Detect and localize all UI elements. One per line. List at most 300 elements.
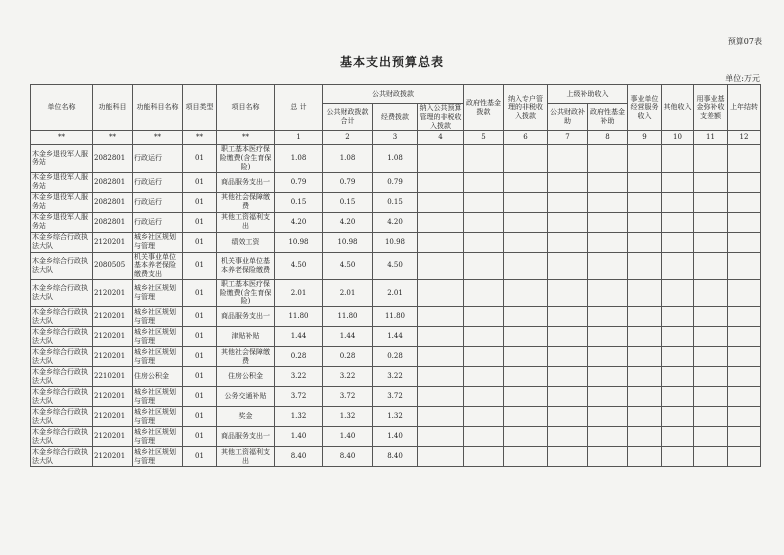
cell-fname: 行政运行 bbox=[133, 212, 183, 232]
index-cell: 11 bbox=[694, 131, 728, 145]
cell-empty bbox=[628, 327, 662, 347]
cell-empty bbox=[628, 347, 662, 367]
cell-fname: 城乡社区规划与管理 bbox=[133, 347, 183, 367]
cell-empty bbox=[548, 279, 588, 306]
cell-item: 绩效工资 bbox=[217, 232, 275, 252]
col-item-name: 项目名称 bbox=[217, 85, 275, 131]
cell-unit: 木金乡退役军人服务站 bbox=[31, 212, 93, 232]
cell-empty bbox=[628, 387, 662, 407]
cell-empty bbox=[728, 307, 761, 327]
cell-type: 01 bbox=[183, 387, 217, 407]
cell-empty bbox=[464, 327, 504, 347]
cell-empty bbox=[662, 172, 694, 192]
cell-type: 01 bbox=[183, 327, 217, 347]
cell-empty bbox=[628, 279, 662, 306]
cell-item: 奖金 bbox=[217, 407, 275, 427]
col-func-name: 功能科目名称 bbox=[133, 85, 183, 131]
cell-empty bbox=[504, 347, 548, 367]
cell-empty bbox=[418, 172, 464, 192]
cell-pf-total: 4.50 bbox=[323, 252, 373, 279]
col-upper-subsidy: 上级补助收入 bbox=[548, 85, 628, 104]
index-cell: 7 bbox=[548, 131, 588, 145]
cell-empty bbox=[728, 327, 761, 347]
col-total: 总 计 bbox=[275, 85, 323, 131]
cell-item: 商品服务支出一 bbox=[217, 172, 275, 192]
cell-empty bbox=[504, 407, 548, 427]
cell-empty bbox=[588, 192, 628, 212]
cell-empty bbox=[694, 347, 728, 367]
cell-pf-funds: 1.44 bbox=[373, 327, 418, 347]
index-cell: 3 bbox=[373, 131, 418, 145]
cell-empty bbox=[694, 172, 728, 192]
table-row bbox=[31, 145, 761, 172]
cell-empty bbox=[588, 212, 628, 232]
table-row bbox=[31, 407, 761, 427]
cell-empty bbox=[694, 145, 728, 172]
cell-pf-funds: 4.20 bbox=[373, 212, 418, 232]
cell-empty bbox=[504, 307, 548, 327]
cell-pf-total: 1.44 bbox=[323, 327, 373, 347]
cell-empty bbox=[418, 347, 464, 367]
cell-total: 1.32 bbox=[275, 407, 323, 427]
cell-type: 01 bbox=[183, 447, 217, 467]
cell-empty bbox=[694, 447, 728, 467]
cell-unit: 木金乡综合行政执法大队 bbox=[31, 367, 93, 387]
cell-empty bbox=[588, 232, 628, 252]
cell-empty bbox=[728, 367, 761, 387]
cell-empty bbox=[662, 367, 694, 387]
cell-empty bbox=[418, 192, 464, 212]
cell-empty bbox=[662, 407, 694, 427]
cell-pf-funds: 3.22 bbox=[373, 367, 418, 387]
index-cell: 4 bbox=[418, 131, 464, 145]
cell-pf-funds: 10.98 bbox=[373, 232, 418, 252]
cell-empty bbox=[662, 232, 694, 252]
cell-item: 住房公积金 bbox=[217, 367, 275, 387]
cell-empty bbox=[464, 307, 504, 327]
cell-empty bbox=[628, 145, 662, 172]
cell-total: 1.44 bbox=[275, 327, 323, 347]
cell-type: 01 bbox=[183, 367, 217, 387]
cell-empty bbox=[548, 145, 588, 172]
cell-empty bbox=[464, 407, 504, 427]
cell-fname: 城乡社区规划与管理 bbox=[133, 307, 183, 327]
cell-item: 商品服务支出一 bbox=[217, 427, 275, 447]
cell-code: 2120201 bbox=[93, 427, 133, 447]
table-row bbox=[31, 327, 761, 347]
col-pf-nontax: 纳入公共预算管理的非税收入拨款 bbox=[419, 104, 462, 130]
cell-empty bbox=[418, 367, 464, 387]
cell-fname: 住房公积金 bbox=[133, 367, 183, 387]
cell-empty bbox=[628, 407, 662, 427]
cell-pf-funds: 0.15 bbox=[373, 192, 418, 212]
cell-empty bbox=[548, 192, 588, 212]
index-cell: 1 bbox=[275, 131, 323, 145]
cell-empty bbox=[548, 347, 588, 367]
cell-pf-total: 11.80 bbox=[323, 307, 373, 327]
cell-empty bbox=[628, 307, 662, 327]
cell-type: 01 bbox=[183, 232, 217, 252]
col-unit-name: 单位名称 bbox=[31, 85, 93, 131]
col-item-type: 项目类型 bbox=[183, 85, 217, 131]
index-cell: ** bbox=[31, 131, 93, 145]
cell-empty bbox=[548, 232, 588, 252]
cell-code: 2210201 bbox=[93, 367, 133, 387]
cell-empty bbox=[548, 427, 588, 447]
cell-empty bbox=[728, 279, 761, 306]
cell-empty bbox=[628, 172, 662, 192]
col-special-account: 纳入专户管理的非税收入拨款 bbox=[504, 85, 548, 131]
cell-unit: 木金乡综合行政执法大队 bbox=[31, 279, 93, 306]
cell-empty bbox=[694, 407, 728, 427]
cell-empty bbox=[464, 232, 504, 252]
cell-empty bbox=[504, 212, 548, 232]
index-cell: 2 bbox=[323, 131, 373, 145]
cell-pf-total: 0.79 bbox=[323, 172, 373, 192]
cell-empty bbox=[588, 172, 628, 192]
cell-fname: 行政运行 bbox=[133, 192, 183, 212]
cell-pf-funds: 1.40 bbox=[373, 427, 418, 447]
index-cell: 9 bbox=[628, 131, 662, 145]
cell-type: 01 bbox=[183, 252, 217, 279]
cell-pf-total: 0.15 bbox=[323, 192, 373, 212]
cell-fname: 城乡社区规划与管理 bbox=[133, 327, 183, 347]
cell-total: 8.40 bbox=[275, 447, 323, 467]
cell-empty bbox=[628, 192, 662, 212]
cell-fname: 城乡社区规划与管理 bbox=[133, 387, 183, 407]
cell-pf-funds: 1.08 bbox=[373, 145, 418, 172]
cell-empty bbox=[628, 232, 662, 252]
cell-fname: 行政运行 bbox=[133, 172, 183, 192]
cell-empty bbox=[694, 307, 728, 327]
cell-pf-funds: 3.72 bbox=[373, 387, 418, 407]
cell-empty bbox=[694, 367, 728, 387]
cell-total: 3.72 bbox=[275, 387, 323, 407]
cell-empty bbox=[728, 192, 761, 212]
cell-empty bbox=[588, 307, 628, 327]
cell-empty bbox=[728, 447, 761, 467]
table-body bbox=[31, 145, 761, 467]
cell-empty bbox=[662, 307, 694, 327]
cell-total: 4.50 bbox=[275, 252, 323, 279]
cell-empty bbox=[548, 367, 588, 387]
cell-pf-total: 3.22 bbox=[323, 367, 373, 387]
cell-fname: 城乡社区规划与管理 bbox=[133, 232, 183, 252]
cell-code: 2120201 bbox=[93, 307, 133, 327]
col-func-code: 功能科目 bbox=[93, 85, 133, 131]
col-operating: 事业单位经营服务收入 bbox=[628, 85, 662, 131]
cell-code: 2120201 bbox=[93, 232, 133, 252]
cell-total: 0.28 bbox=[275, 347, 323, 367]
cell-pf-total: 0.28 bbox=[323, 347, 373, 367]
table-row bbox=[31, 367, 761, 387]
cell-empty bbox=[588, 327, 628, 347]
cell-empty bbox=[728, 212, 761, 232]
cell-empty bbox=[588, 367, 628, 387]
cell-empty bbox=[728, 347, 761, 367]
cell-empty bbox=[662, 387, 694, 407]
cell-unit: 木金乡退役军人服务站 bbox=[31, 192, 93, 212]
cell-empty bbox=[694, 192, 728, 212]
cell-empty bbox=[548, 212, 588, 232]
cell-fname: 行政运行 bbox=[133, 145, 183, 172]
cell-type: 01 bbox=[183, 212, 217, 232]
col-gov-fund: 政府性基金拨款 bbox=[464, 85, 504, 131]
cell-empty bbox=[728, 172, 761, 192]
cell-empty bbox=[548, 327, 588, 347]
cell-unit: 木金乡综合行政执法大队 bbox=[31, 427, 93, 447]
cell-unit: 木金乡退役军人服务站 bbox=[31, 172, 93, 192]
cell-item: 职工基本医疗保险缴费(含生育保险) bbox=[217, 279, 275, 306]
cell-code: 2080505 bbox=[93, 252, 133, 279]
cell-item: 公务交通补贴 bbox=[217, 387, 275, 407]
cell-empty bbox=[548, 447, 588, 467]
cell-empty bbox=[548, 307, 588, 327]
cell-empty bbox=[464, 387, 504, 407]
cell-empty bbox=[464, 447, 504, 467]
col-us-fund: 政府性基金补助 bbox=[588, 104, 628, 131]
cell-empty bbox=[418, 407, 464, 427]
table-row bbox=[31, 307, 761, 327]
cell-total: 11.80 bbox=[275, 307, 323, 327]
table-row bbox=[31, 387, 761, 407]
cell-total: 2.01 bbox=[275, 279, 323, 306]
cell-code: 2120201 bbox=[93, 279, 133, 306]
cell-unit: 木金乡综合行政执法大队 bbox=[31, 387, 93, 407]
cell-pf-total: 1.32 bbox=[323, 407, 373, 427]
cell-pf-total: 1.40 bbox=[323, 427, 373, 447]
cell-empty bbox=[504, 232, 548, 252]
cell-empty bbox=[662, 447, 694, 467]
cell-item: 其他社会保障缴费 bbox=[217, 192, 275, 212]
cell-pf-funds: 0.79 bbox=[373, 172, 418, 192]
cell-fname: 城乡社区规划与管理 bbox=[133, 427, 183, 447]
budget-table bbox=[30, 84, 761, 467]
cell-empty bbox=[418, 212, 464, 232]
cell-empty bbox=[588, 407, 628, 427]
cell-code: 2120201 bbox=[93, 447, 133, 467]
cell-pf-funds: 2.01 bbox=[373, 279, 418, 306]
cell-empty bbox=[464, 192, 504, 212]
index-cell: ** bbox=[93, 131, 133, 145]
cell-empty bbox=[588, 447, 628, 467]
cell-empty bbox=[504, 367, 548, 387]
cell-unit: 木金乡综合行政执法大队 bbox=[31, 307, 93, 327]
cell-empty bbox=[628, 252, 662, 279]
cell-total: 0.79 bbox=[275, 172, 323, 192]
cell-fname: 城乡社区规划与管理 bbox=[133, 407, 183, 427]
cell-item: 其他工资福利支出 bbox=[217, 447, 275, 467]
cell-empty bbox=[418, 145, 464, 172]
col-carryover: 上年结转 bbox=[728, 85, 761, 131]
cell-empty bbox=[504, 192, 548, 212]
cell-empty bbox=[628, 212, 662, 232]
cell-empty bbox=[548, 252, 588, 279]
cell-empty bbox=[504, 145, 548, 172]
cell-code: 2120201 bbox=[93, 387, 133, 407]
unit-label: 单位:万元 bbox=[725, 74, 760, 83]
col-reserve: 用事业基金弥补收支差额 bbox=[694, 85, 728, 131]
index-cell: ** bbox=[217, 131, 275, 145]
index-cell: 8 bbox=[588, 131, 628, 145]
cell-empty bbox=[464, 347, 504, 367]
cell-type: 01 bbox=[183, 407, 217, 427]
table-row bbox=[31, 192, 761, 212]
cell-empty bbox=[418, 307, 464, 327]
cell-item: 商品服务支出一 bbox=[217, 307, 275, 327]
cell-item: 职工基本医疗保险缴费(含生育保险) bbox=[217, 145, 275, 172]
index-cell: 5 bbox=[464, 131, 504, 145]
cell-total: 0.15 bbox=[275, 192, 323, 212]
index-cell: 10 bbox=[662, 131, 694, 145]
cell-empty bbox=[662, 212, 694, 232]
cell-pf-funds: 8.40 bbox=[373, 447, 418, 467]
cell-empty bbox=[628, 367, 662, 387]
cell-empty bbox=[464, 145, 504, 172]
form-number: 预算07表 bbox=[727, 37, 762, 46]
cell-type: 01 bbox=[183, 427, 217, 447]
cell-empty bbox=[548, 387, 588, 407]
cell-type: 01 bbox=[183, 279, 217, 306]
cell-empty bbox=[464, 367, 504, 387]
cell-item: 其他工资福利支出 bbox=[217, 212, 275, 232]
cell-total: 1.08 bbox=[275, 145, 323, 172]
cell-unit: 木金乡综合行政执法大队 bbox=[31, 347, 93, 367]
cell-total: 3.22 bbox=[275, 367, 323, 387]
cell-fname: 机关事业单位基本养老保险缴费支出 bbox=[133, 252, 183, 279]
index-cell: 12 bbox=[728, 131, 761, 145]
cell-unit: 木金乡综合行政执法大队 bbox=[31, 232, 93, 252]
index-cell: ** bbox=[133, 131, 183, 145]
col-other: 其他收入 bbox=[662, 85, 694, 131]
cell-empty bbox=[662, 192, 694, 212]
cell-empty bbox=[504, 252, 548, 279]
cell-unit: 木金乡综合行政执法大队 bbox=[31, 327, 93, 347]
cell-empty bbox=[464, 279, 504, 306]
cell-empty bbox=[588, 145, 628, 172]
cell-code: 2120201 bbox=[93, 407, 133, 427]
cell-unit: 木金乡综合行政执法大队 bbox=[31, 252, 93, 279]
cell-empty bbox=[628, 427, 662, 447]
cell-empty bbox=[662, 252, 694, 279]
cell-empty bbox=[548, 407, 588, 427]
cell-empty bbox=[418, 387, 464, 407]
cell-empty bbox=[694, 212, 728, 232]
index-row bbox=[31, 131, 761, 145]
index-cell: 6 bbox=[504, 131, 548, 145]
cell-empty bbox=[662, 427, 694, 447]
cell-unit: 木金乡综合行政执法大队 bbox=[31, 447, 93, 467]
cell-empty bbox=[504, 172, 548, 192]
cell-pf-total: 1.08 bbox=[323, 145, 373, 172]
cell-empty bbox=[464, 212, 504, 232]
cell-empty bbox=[728, 232, 761, 252]
cell-empty bbox=[418, 427, 464, 447]
cell-empty bbox=[588, 387, 628, 407]
table-row bbox=[31, 427, 761, 447]
cell-empty bbox=[464, 252, 504, 279]
cell-pf-total: 10.98 bbox=[323, 232, 373, 252]
cell-code: 2082801 bbox=[93, 145, 133, 172]
index-cell: ** bbox=[183, 131, 217, 145]
table-row bbox=[31, 279, 761, 306]
cell-type: 01 bbox=[183, 145, 217, 172]
cell-type: 01 bbox=[183, 307, 217, 327]
cell-code: 2082801 bbox=[93, 172, 133, 192]
cell-pf-funds: 1.32 bbox=[373, 407, 418, 427]
cell-item: 津贴补贴 bbox=[217, 327, 275, 347]
cell-empty bbox=[418, 252, 464, 279]
table-row bbox=[31, 232, 761, 252]
cell-empty bbox=[588, 279, 628, 306]
cell-empty bbox=[418, 279, 464, 306]
cell-pf-total: 8.40 bbox=[323, 447, 373, 467]
cell-total: 4.20 bbox=[275, 212, 323, 232]
cell-pf-total: 2.01 bbox=[323, 279, 373, 306]
cell-type: 01 bbox=[183, 192, 217, 212]
cell-empty bbox=[662, 145, 694, 172]
cell-fname: 城乡社区规划与管理 bbox=[133, 447, 183, 467]
cell-empty bbox=[418, 447, 464, 467]
cell-empty bbox=[504, 427, 548, 447]
cell-empty bbox=[662, 327, 694, 347]
cell-empty bbox=[694, 232, 728, 252]
cell-empty bbox=[662, 347, 694, 367]
cell-empty bbox=[504, 447, 548, 467]
table-row bbox=[31, 212, 761, 232]
cell-type: 01 bbox=[183, 347, 217, 367]
cell-empty bbox=[588, 347, 628, 367]
cell-code: 2120201 bbox=[93, 327, 133, 347]
cell-empty bbox=[728, 145, 761, 172]
cell-item: 机关事业单位基本养老保险缴费 bbox=[217, 252, 275, 279]
cell-empty bbox=[548, 172, 588, 192]
col-pf-total: 公共财政拨款合计 bbox=[323, 104, 373, 131]
cell-empty bbox=[504, 279, 548, 306]
cell-empty bbox=[694, 427, 728, 447]
cell-fname: 城乡社区规划与管理 bbox=[133, 279, 183, 306]
cell-empty bbox=[504, 387, 548, 407]
col-pf-funds: 经费拨款 bbox=[373, 104, 418, 131]
cell-empty bbox=[694, 387, 728, 407]
cell-code: 2082801 bbox=[93, 212, 133, 232]
col-public-finance: 公共财政拨款 bbox=[323, 85, 464, 104]
cell-unit: 木金乡退役军人服务站 bbox=[31, 145, 93, 172]
cell-unit: 木金乡综合行政执法大队 bbox=[31, 407, 93, 427]
cell-pf-funds: 0.28 bbox=[373, 347, 418, 367]
cell-empty bbox=[728, 427, 761, 447]
cell-empty bbox=[728, 407, 761, 427]
cell-empty bbox=[694, 327, 728, 347]
cell-empty bbox=[588, 427, 628, 447]
cell-empty bbox=[728, 252, 761, 279]
cell-type: 01 bbox=[183, 172, 217, 192]
table-row bbox=[31, 252, 761, 279]
cell-item: 其他社会保障缴费 bbox=[217, 347, 275, 367]
table-row bbox=[31, 172, 761, 192]
cell-empty bbox=[464, 427, 504, 447]
cell-empty bbox=[662, 279, 694, 306]
cell-pf-total: 4.20 bbox=[323, 212, 373, 232]
cell-empty bbox=[628, 447, 662, 467]
cell-empty bbox=[588, 252, 628, 279]
col-us-public: 公共财政补助 bbox=[548, 104, 588, 131]
cell-total: 10.98 bbox=[275, 232, 323, 252]
page-title: 基本支出预算总表 bbox=[339, 55, 444, 69]
cell-empty bbox=[464, 172, 504, 192]
cell-empty bbox=[504, 327, 548, 347]
cell-pf-funds: 4.50 bbox=[373, 252, 418, 279]
